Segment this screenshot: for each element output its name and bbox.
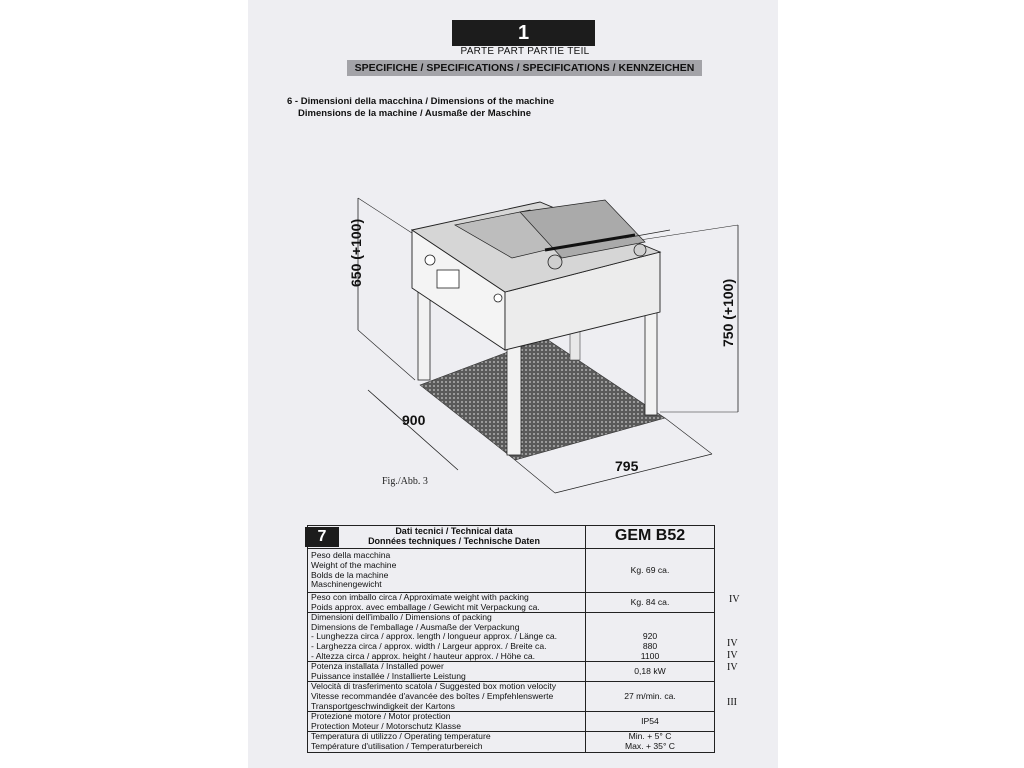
table-header-row <box>308 526 715 549</box>
figure-label: Fig./Abb. 3 <box>382 476 428 487</box>
table-title-cell <box>308 526 586 549</box>
dim-right-height: 750 (+100) <box>720 278 736 347</box>
specifications-bar: SPECIFICHE / SPECIFICATIONS / SPECIFICATIONS / KENNZEICHEN <box>347 60 702 76</box>
row-label: Potenza installata / Installed power Puissance installée / Installierte Leistung <box>308 662 586 682</box>
part-label: PARTE PART PARTIE TEIL <box>460 46 590 57</box>
margin-mark: IV <box>727 650 738 661</box>
section-6-line2: Dimensions de la machine / Ausmaße der Maschine <box>298 108 532 119</box>
row-label: Dimensioni dell'imballo / Dimensions of packing Dimensions de l'emballage / Ausmaße der Verpackung - Lunghezza circa / approx. length / longueur approx. / Länge ca. - Larghezza circa / approx. width / Largeur approx. / Breite ca. - Altezza circa / approx. height / hauteur approx. / Höhe ca. <box>308 613 586 662</box>
dim-depth: 900 <box>402 412 426 428</box>
table-row <box>308 682 715 712</box>
table-row <box>308 662 715 682</box>
dim-left-height: 650 (+100) <box>348 218 364 287</box>
table-row <box>308 613 715 662</box>
part-number-box: 1 <box>452 20 595 46</box>
table-row <box>308 549 715 593</box>
section-6-line1: 6 - Dimensioni della macchina / Dimensions of the machine <box>287 96 555 107</box>
margin-mark: IV <box>727 662 738 673</box>
machine-drawing <box>340 180 740 500</box>
margin-mark: III <box>727 697 737 708</box>
row-label: Protezione motore / Motor protection Protection Moteur / Motorschutz Klasse <box>308 712 586 732</box>
margin-mark: IV <box>727 638 738 649</box>
row-value: Kg. 84 ca. <box>586 593 715 613</box>
table-row <box>308 732 715 752</box>
row-value: 920 880 1100 <box>586 613 715 662</box>
floor-footprint <box>420 338 665 460</box>
table-row <box>308 593 715 613</box>
row-value: Min. + 5° C Max. + 35° C <box>586 732 715 752</box>
table-row <box>308 712 715 732</box>
margin-mark: IV <box>729 594 740 605</box>
row-label: Velocità di trasferimento scatola / Suggested box motion velocity Vitesse recommandée d'avancée des boîtes / Empfehlenswerte Transportgeschwindigkeit der Kartons <box>308 682 586 712</box>
row-value: Kg. 69 ca. <box>586 549 715 593</box>
section-6-heading <box>287 96 554 120</box>
model-name: GEM B52 <box>614 527 686 545</box>
dim-width: 795 <box>615 458 639 474</box>
row-label: Temperatura di utilizzo / Operating temperature Température d'utilisation / Temperaturbereich <box>308 732 586 752</box>
technical-data-table <box>307 525 715 753</box>
row-value: 27 m/min. ca. <box>586 682 715 712</box>
section-7-number: 7 <box>305 527 339 547</box>
row-value: 0,18 kW <box>586 662 715 682</box>
model-cell <box>586 526 715 549</box>
row-label: Peso della macchina Weight of the machine Bolds de la machine Maschinengewicht <box>308 549 586 593</box>
table-title: Dati tecnici / Technical data Données techniques / Technische Daten <box>368 526 540 546</box>
row-value: IP54 <box>586 712 715 732</box>
row-label: Peso con imballo circa / Approximate weight with packing Poids approx. avec emballage / Gewicht mit Verpackung ca. <box>308 593 586 613</box>
